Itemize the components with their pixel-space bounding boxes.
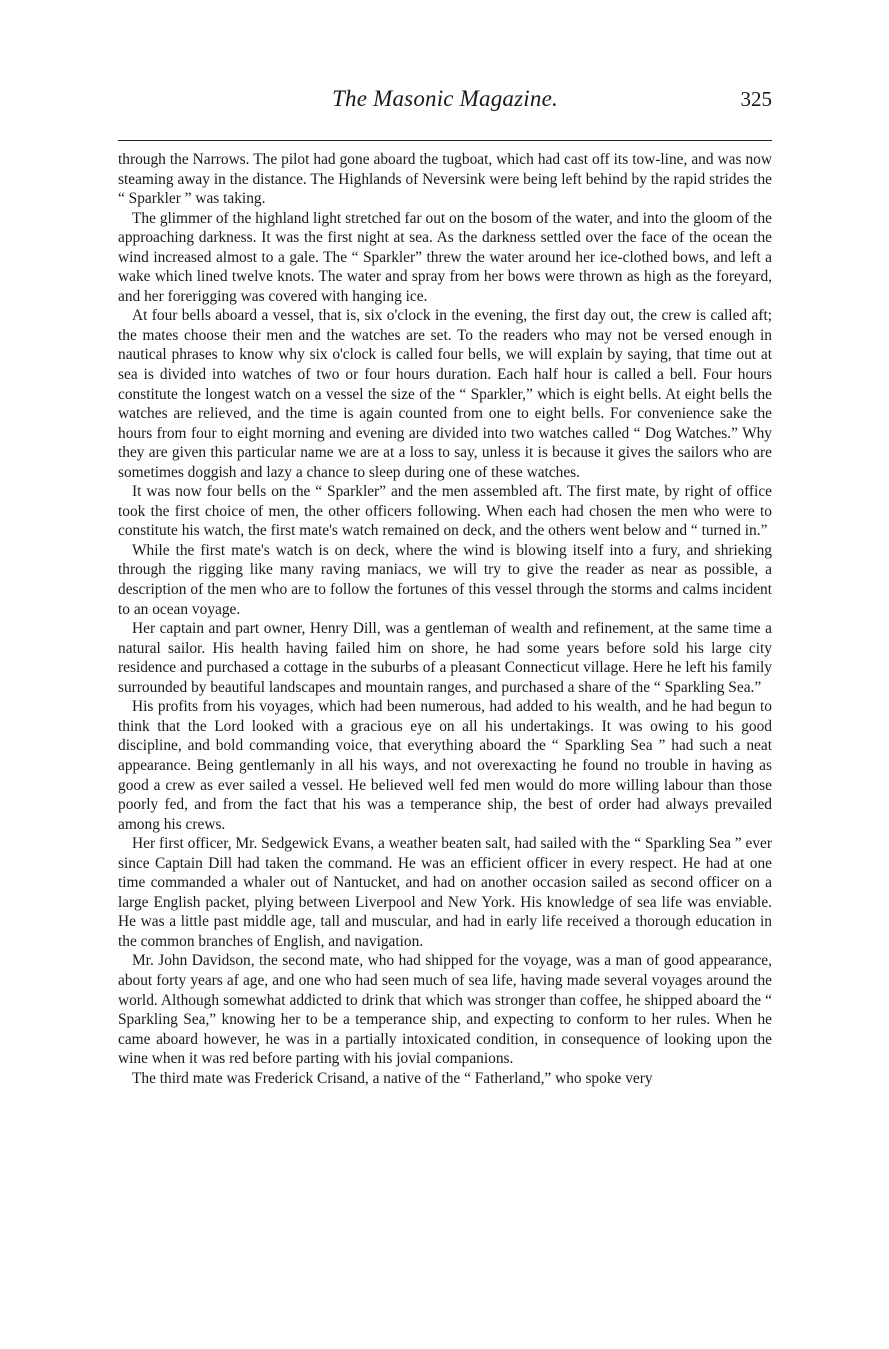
paragraph-10: The third mate was Frederick Crisand, a native of the “ Fatherland,” who spoke very — [132, 1069, 653, 1087]
article-body — [118, 150, 772, 1088]
paragraph-3: At four bells aboard a vessel, that is, six o'clock in the evening, the first day out, the crew is called aft; the mates choose their men and the watches are set. To the readers who may not be versed enough in nautical phrases to know why six o'clock is called four bells, we will explain by saying, that time out at sea is divided into watches of two or four hours duration. Each half hour is called a bell. Four hours constitute the longest watch on a vessel the size of the “ Sparkler,” which is eight bells. At eight bells the watches are relieved, and the time is again counted from one to eight bells. For convenience sake the hours from four to eight morning and evening are divided into two watches called “ Dog Watches.” Why they are given this particular name we are at a loss to say, unless it is because it gives the sailors who are sometimes doggish and lazy a chance to sleep during one of these watches. — [118, 307, 772, 481]
paragraph-8: Her first officer, Mr. Sedgewick Evans, a weather beaten salt, had sailed with the “ Sparkling Sea ” ever since Captain Dill had taken the command. He was an efficient officer in every respect. He had at one time commanded a whaler out of Nantucket, and had on another occasion sailed as second officer on a large English packet, plying between Liverpool and New York. His knowledge of sea life was enviable. He was a little past middle age, tall and muscular, and had in early life received a thorough education in the common branches of English, and navigation. — [118, 835, 772, 950]
paragraph-9: Mr. John Davidson, the second mate, who had shipped for the voyage, was a man of good appearance, about forty years af age, and one who had seen much of sea life, having made several voyages around the world. Although somewhat addicted to drink that which was stronger than coffee, he shipped aboard the “ Sparkling Sea,” knowing her to be a temperance ship, and expecting to conform to her rules. When he came aboard however, he was in a partially intoxicated condition, in consequence of looking upon the wine when it was red before parting with his jovial companions. — [118, 952, 772, 1068]
header-rule — [118, 140, 772, 141]
running-title: The Masonic Magazine. — [332, 86, 558, 111]
paragraph-5: While the first mate's watch is on deck, where the wind is blowing itself into a fury, and shrieking through the rigging like many raving maniacs, we will try to give the reader as near as possible, a description of the men who are to follow the fortunes of this vessel through the storms and calms incident to an ocean voyage. — [118, 541, 772, 618]
paragraph-2: The glimmer of the highland light stretched far out on the bosom of the water, and into the gloom of the approaching darkness. It was the first night at sea. As the darkness settled over the face of the ocean the wind increased almost to a gale. The “ Sparkler” threw the water around her ice-clothed bows, and left a wake which lined twelve knots. The water and spray from her bows were thrown as high as the foreyard, and her forerigging was covered with hanging ice. — [118, 209, 772, 305]
page-header — [118, 84, 772, 120]
paragraph-6: Her captain and part owner, Henry Dill, was a gentleman of wealth and refinement, at the same time a natural sailor. His health having failed him on shore, he had some years before sold his large city residence and purchased a cottage in the suburbs of a pleasant Connecticut village. Here he left his family surrounded by beautiful landscapes and mountain ranges, and purchased a share of the “ Sparkling Sea.” — [118, 620, 772, 696]
paragraph-1: through the Narrows. The pilot had gone aboard the tugboat, which had cast off its tow-line, and was now steaming away in the distance. The Highlands of Neversink were being left behind by the rapid strides the “ Sparkler ” was taking. — [118, 151, 772, 208]
paragraph-7: His profits from his voyages, which had been numerous, had added to his wealth, and he had begun to think that the Lord looked with a gracious eye on all his undertakings. It was owing to his good discipline, and bold commanding voice, that everything aboard the “ Sparkling Sea ” had such a neat appearance. Being gentlemanly in all his ways, and not overexacting he found no trouble in having as good a crew as ever sailed a vessel. He believed well fed men would do more willing labour than those poorly fed, and from the fact that his was a temperance ship, the best of order had always prevailed among his crews. — [118, 698, 772, 833]
paragraph-4: It was now four bells on the “ Sparkler” and the men assembled aft. The first mate, by right of office took the first choice of men, the other officers following. When each had chosen the men who were to constitute his watch, the first mate's watch remained on deck, and the others went below and “ turned in.” — [118, 483, 772, 540]
page-number: 325 — [740, 87, 772, 111]
